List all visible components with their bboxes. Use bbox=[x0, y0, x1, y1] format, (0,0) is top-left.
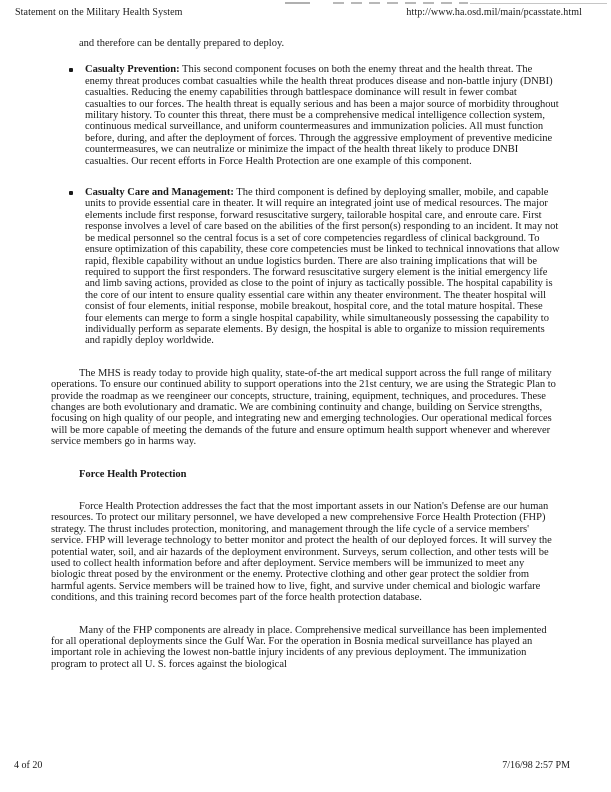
bullet-list bbox=[51, 64, 560, 346]
paragraph-fhp-components: Many of the FHP components are already in place. Comprehensive medical surveillance has been implemented for all operational deployments since the Gulf War. For the operation in Bosnia medical surveillance has played an important role in achieving the lowest non-battle injury incidents of any previous deployment. The immunization program to protect all U. S. forces against the biological bbox=[51, 624, 547, 670]
document-title: Statement on the Military Health System bbox=[15, 7, 183, 18]
bullet-item-casualty-prevention bbox=[51, 64, 560, 167]
page-header bbox=[15, 7, 582, 19]
scan-artifact-line bbox=[0, 2, 611, 6]
bullet-item-casualty-care-and-management bbox=[51, 187, 560, 347]
scan-artifact-segment bbox=[470, 3, 607, 4]
bullet-text: This second component focuses on both the enemy threat and the health threat. The enemy threat produces combat casualties while the health threat produces disease and non-battle injury (DNBI) casualties. Reducing the enemy capabilities through battlespace dominance will result in fewer combat casualties to our forces. The health threat is equally serious and has been a major source of morbidity throughout military history. To counter this threat, there must be a comprehensive medical intelligence collection system, continuous medical surveillance, and uniform countermeasures and immunization policies. All must function before, during, and after the deployment of forces. Through the aggressive employment of preventive medicine countermeasures, we can neutralize or minimize the impact of the health threat likely to produce DNBI casualties. Our recent efforts in Force Health Protection are one example of this component. bbox=[85, 64, 559, 167]
bullet-text: The third component is defined by deploying smaller, mobile, and capable units to provide essential care in theater. It will require an integrated joint use of medical resources. The major elements include first response, forward resuscitative surgery, tailorable hospital care, and enroute care. First response involves a level of care based on the abilities of the first person(s) responding to an incident. It may not be medical personnel so the central focus is a set of core competencies regardless of clinical background. To ensure optimization of this capability, these core competencies must be linked to technical innovations that allow rapid, flexible capability without an undue logistics burden. There are also training implications that will be required to support the first responders. The forward resuscitative surgery element is the initial emergency life and limb saving actions, provided as close to the point of injury as tactically possible. The hospital capability is the core of our intent to ensure quality essential care within any theater environment. The theater hospital will consist of four elements, initial response, mobile breakout, hospital core, and the total mature hospital. These four elements can merge to form a single hospital capability, while simultaneously possessing the capability to individually perform as separate elements. By design, the hospital is able to organize to mission requirements and rapidly deploy worldwide. bbox=[85, 187, 560, 347]
bullet-icon bbox=[69, 191, 73, 195]
bullet-lead: Casualty Prevention: bbox=[85, 64, 180, 76]
bullet-lead: Casualty Care and Management: bbox=[85, 187, 234, 199]
scan-artifact-segment bbox=[333, 2, 468, 4]
print-timestamp: 7/16/98 2:57 PM bbox=[502, 760, 570, 771]
paragraph-force-health-protection: Force Health Protection addresses the fact that the most important assets in our Nation's Defense are our human resources. To protect our military personnel, we have developed a new comprehensive Force Health Protection (FHP) strategy. The thrust includes protection, monitoring, and management through the life cycle of a service members' service. FHP will leverage technology to better monitor and protect the health of our deployed forces. It will survey the potential water, soil, and air hazards of the deployment environment. Surveys, serum collection, and other tests will be used to collect health information before and after deployment. Service members will be immunized to meet any biologic threat posed by the environment or the enemy. Protective clothing and other gear protect the soldier from harmful agents. Service members will be trained how to live, fight, and survive under chemical and biologic warfare conditions, and this training record becomes part of the force health protection database. bbox=[51, 501, 552, 604]
paragraph-continuation: and therefore can be dentally prepared to deploy. bbox=[79, 38, 285, 49]
scan-artifact-segment bbox=[285, 2, 310, 4]
page-footer bbox=[14, 760, 570, 772]
document-body bbox=[51, 38, 560, 670]
bullet-icon bbox=[69, 68, 73, 72]
paragraph-mhs-readiness: The MHS is ready today to provide high quality, state-of-the art medical support across the full range of military operations. To ensure our continued ability to support operations into the 21st century, we are using the Strategic Plan to provide the roadmap as we reengineer our concepts, structure, training, equipment, techniques, and procedures. These changes are both evolutionary and dramatic. We are combining continuity and change, building on Service strengths, focusing on high quality of our people, and integrating new and emerging technologies. Our operational medical forces will be more capable of meeting the demands of the future and ensure optimum health support whenever and wherever service members go in harms way. bbox=[51, 367, 556, 448]
page-number: 4 of 20 bbox=[14, 760, 43, 771]
section-heading-force-health-protection: Force Health Protection bbox=[79, 468, 187, 480]
document-url: http://www.ha.osd.mil/main/pcasstate.html bbox=[406, 7, 582, 18]
